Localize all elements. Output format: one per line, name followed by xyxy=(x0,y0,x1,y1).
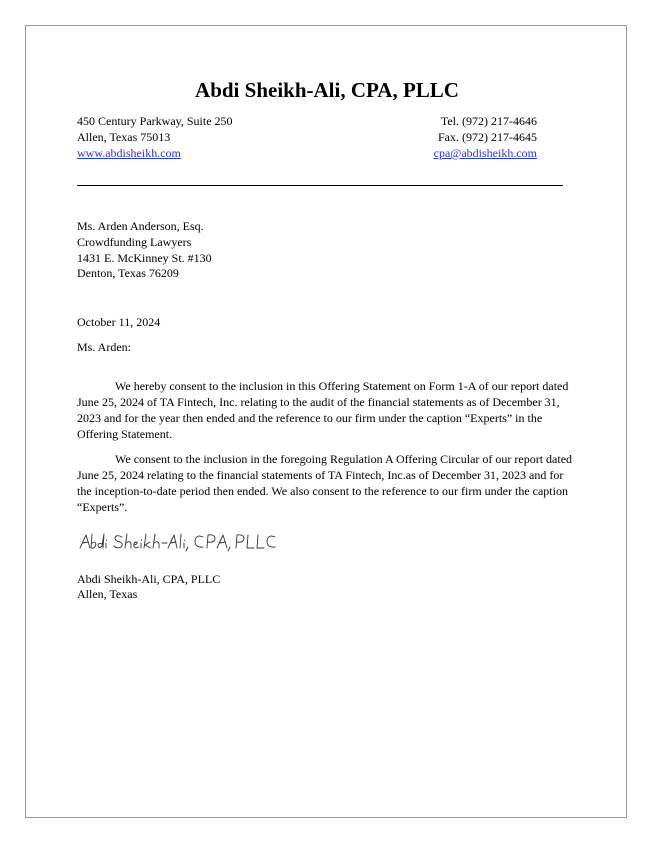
salutation: Ms. Arden: xyxy=(77,340,131,354)
body-paragraph-2: We consent to the inclusion in the foregoing Regulation A Offering Circular of our report dated June 25, 2024 relating to the financial statements of TA Fintech, Inc.as of December 31, 2023 and for the inception-to-date period then ended. We also consent to the reference to our firm under the caption “Experts”. xyxy=(77,452,573,514)
firm-fax: Fax. (972) 217-4645 xyxy=(438,130,537,144)
signatory-location: Allen, Texas xyxy=(77,587,138,601)
letterhead-divider xyxy=(77,185,563,186)
letter-page xyxy=(25,25,627,818)
recipient-name: Ms. Arden Anderson, Esq. xyxy=(77,219,204,233)
firm-email-link[interactable]: cpa@abdisheikh.com xyxy=(433,146,537,160)
letter-date: October 11, 2024 xyxy=(77,315,161,329)
recipient-company: Crowdfunding Lawyers xyxy=(77,235,192,249)
recipient-city: Denton, Texas 76209 xyxy=(77,266,179,280)
signatory-name: Abdi Sheikh-Ali, CPA, PLLC xyxy=(77,572,221,586)
firm-website-link[interactable]: www.abdisheikh.com xyxy=(77,146,181,160)
firm-name-heading: Abdi Sheikh-Ali, CPA, PLLC xyxy=(195,78,459,102)
firm-address-line1: 450 Century Parkway, Suite 250 xyxy=(77,114,233,128)
firm-address-line2: Allen, Texas 75013 xyxy=(77,130,171,144)
body-paragraph-1: We hereby consent to the inclusion in this Offering Statement on Form 1-A of our report dated June 25, 2024 of TA Fintech, Inc. relating to the audit of the financial statements as of December 31, 2023 and for the year then ended and the reference to our firm under the caption “Experts” in the Offering Statement. xyxy=(77,379,569,441)
recipient-street: 1431 E. McKinney St. #130 xyxy=(77,251,212,265)
firm-telephone: Tel. (972) 217-4646 xyxy=(440,114,537,128)
handwritten-signature xyxy=(78,529,278,555)
